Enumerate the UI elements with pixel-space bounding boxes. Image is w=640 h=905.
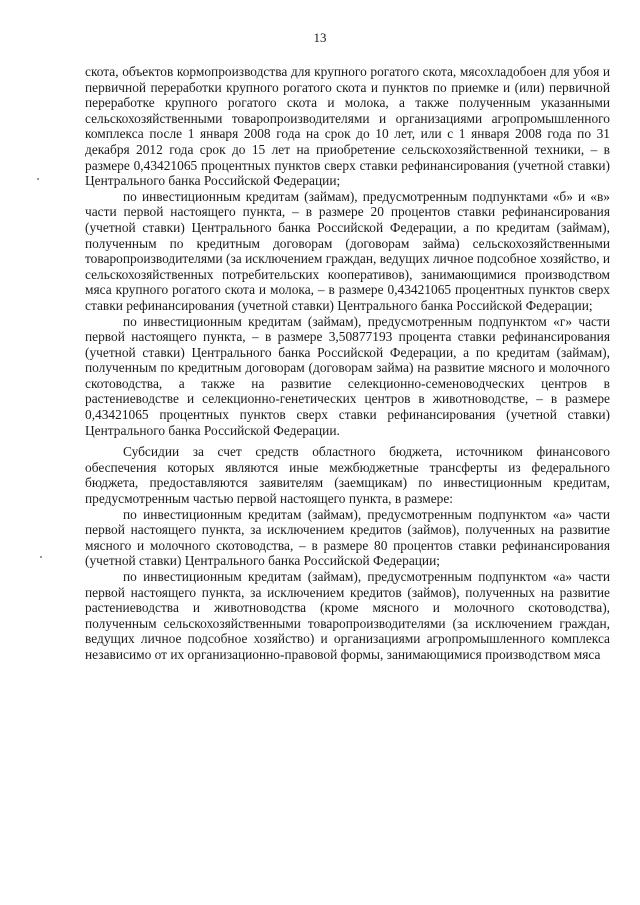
scan-artifact-dot	[37, 178, 39, 180]
paragraph-subparagraph-a-livestock: по инвестиционным кредитам (займам), предусмотренным подпунктом «а» части первой настоящего пункта, за исключением кредитов (займов), полученных на развитие мясного и молочного скотоводства, – в размере 80 процентов ставки рефинансирования (учетной ставки) Центрального банка Российской Федерации;	[85, 506, 610, 569]
page-number: 13	[313, 30, 327, 45]
scan-artifact-dot	[40, 556, 42, 558]
paragraph-regional-subsidies: Субсидии за счет средств областного бюджета, источником финансового обеспечения которых являются иные межбюджетные трансферты из федерального бюджета, предоставляются заявителям (заемщикам) по инвестиционным кредитам, предусмотренным частью первой настоящего пункта, в размере:	[85, 444, 610, 507]
paragraph-subparagraphs-b-v: по инвестиционным кредитам (займам), предусмотренным подпунктами «б» и «в» части первой настоящего пункта, – в размере 20 процентов ставки рефинансирования (учетной ставки) Центрального банка Российской Федерации, а по кредитам (займам), полученным по кредитным договорам (договорам займа) сельскохозяйственными товаропроизводителями (за исключением граждан, ведущих личное подсобное хозяйство, и сельскохозяйственных потребительских кооперативов), занимающимися производством мяса крупного рогатого скота и молока, – в размере 0,43421065 процентных пунктов сверх ставки рефинансирования (учетной ставки) Центрального банка Российской Федерации;	[85, 188, 610, 313]
paragraph-continuation: скота, объектов кормопроизводства для крупного рогатого скота, мясохладобоен для убоя и первичной переработки крупного рогатого скота и пунктов по приемке и (или) первичной переработке крупного рогатого скота и молока, а также полученным указанными сельскохозяйственными товаропроизводителями и организациями агропромышленного комплекса после 1 января 2008 года на срок до 10 лет, или с 1 января 2008 года по 31 декабря 2012 года срок до 15 лет на приобретение сельскохозяйственной техники, – в размере 0,43421065 процентных пунктов сверх ставки рефинансирования (учетной ставки) Центрального банка Российской Федерации;	[85, 64, 610, 189]
paragraph-subparagraph-g: по инвестиционным кредитам (займам), предусмотренным подпунктом «г» части первой настоящего пункта, – в размере 3,50877193 процента ставки рефинансирования (учетной ставки) Центрального банка Российской Федерации, а по кредитам (займам), полученным по кредитным договорам (договорам займа) на развитие мясного и молочного скотоводства, а также на развитие селекционно-семеноводческих центров в растениеводстве и селекционно-генетических центров в животноводстве, – в размере 0,43421065 процентных пунктов сверх ставки рефинансирования (учетной ставки) Центрального банка Российской Федерации.	[85, 313, 610, 438]
document-body	[85, 64, 610, 663]
paragraph-subparagraph-a-crops: по инвестиционным кредитам (займам), предусмотренным подпунктом «а» части первой настоящего пункта, за исключением кредитов (займов), полученных на развитие растениеводства и животноводства (кроме мясного и молочного скотоводства), полученным сельскохозяйственными товаропроизводителями (за исключением граждан, ведущих личное подсобное хозяйство) и организациями агропромышленного комплекса независимо от их организационно-правовой формы, занимающимися производством мяса	[85, 569, 610, 662]
